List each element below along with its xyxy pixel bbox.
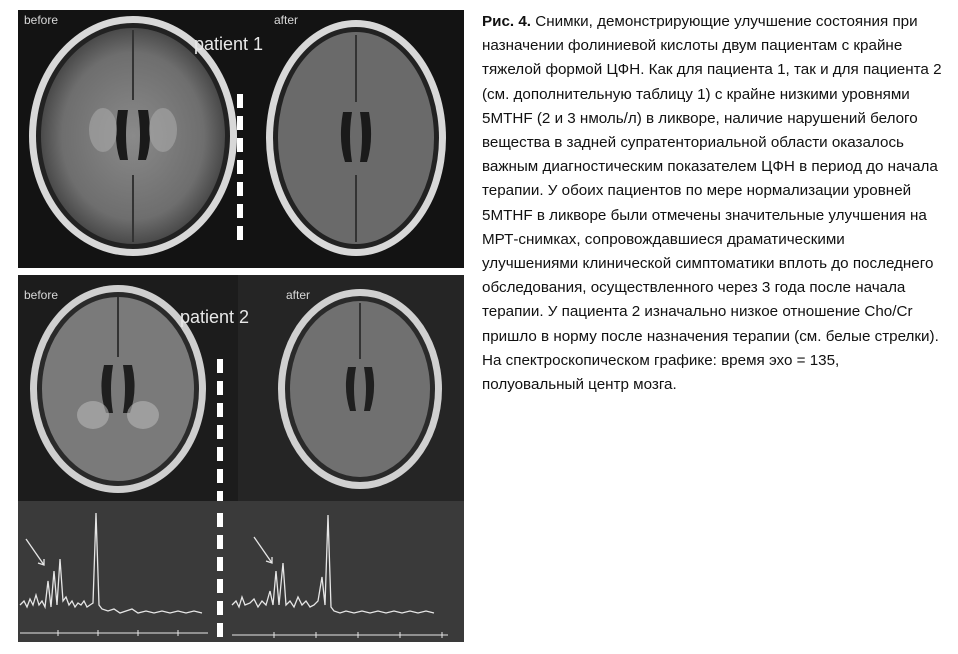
spectroscopy-divider [217, 513, 223, 637]
patient1-label: patient 1 [194, 34, 264, 54]
spectroscopy-panel [18, 501, 464, 642]
spectrum-before [20, 513, 208, 636]
patient2-panel [18, 275, 464, 501]
spectroscopy-plots [18, 501, 464, 642]
patient1-divider [237, 94, 243, 240]
patient1-before-label: before [24, 13, 59, 27]
patient2-after-label: after [286, 288, 311, 302]
figure-caption [482, 10, 944, 397]
patient2-divider [217, 359, 223, 501]
patient2-before-label: before [24, 288, 59, 302]
caption-text: Снимки, демонстрирующие улучшение состояния при назначении фолиниевой кислоты двум пациентам с крайне тяжелой формой ЦФН. Как для пациента 1, так и для пациента 2 (см. дополнительную таблицу 1) с крайне низкими уровнями 5MTHF (2 и 3 нмоль/л) в ликворе, наличие нарушений белого вещества в задней супратенториальной области оказалось важным диагностическим показателем ЦФН в период до начала терапии. У обоих пациентов по мере нормализации уровней 5MTHF в ликворе были отмечены значительные улучшения на МРТ-снимках, сопровождавшиеся драматическими улучшениями клинической симптоматики вплоть до последнего обследования, осуществленного через 3 года после начала терапии. У пациента 2 изначально низкое отношение Cho/Cr пришло в норму после назначения терапии (см. белые стрелки). На спектроскопическом графике: время эхо = 135, полуовальный центр мозга. [482, 13, 942, 394]
patient1-after-label: after [274, 13, 299, 27]
patient2-after-scan [278, 289, 442, 489]
patient1-panel [18, 10, 464, 268]
mri-figure [18, 10, 464, 642]
patient1-after-scan [266, 20, 446, 256]
patient2-label: patient 2 [180, 307, 250, 327]
spectrum-after [232, 515, 448, 638]
caption-label: Рис. 4. [482, 13, 532, 30]
